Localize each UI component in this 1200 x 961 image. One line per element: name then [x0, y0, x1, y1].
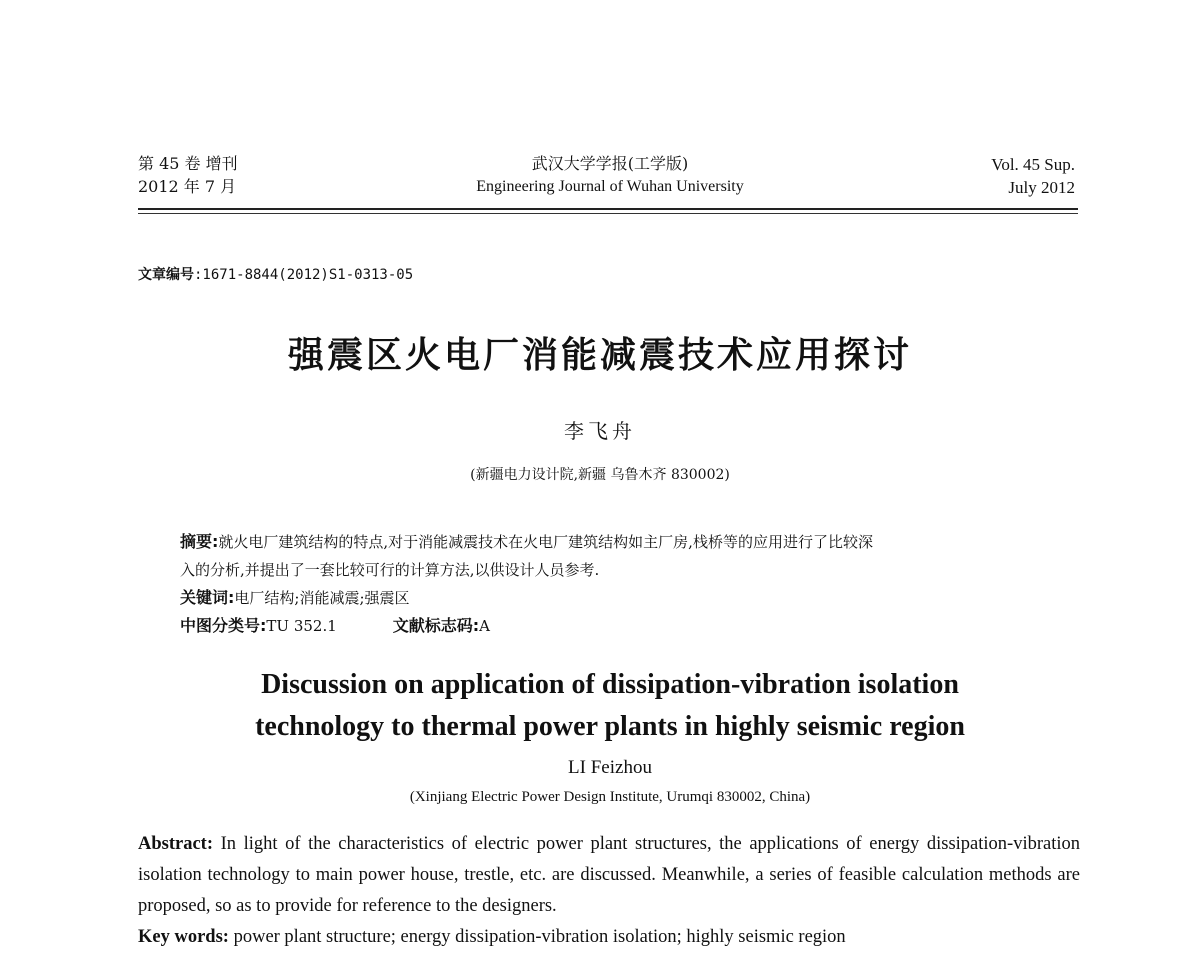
paper-title-cn: 强震区火电厂消能减震技术应用探讨 [287, 335, 912, 376]
paper-title-en-line-2: technology to thermal power plants in highly seismic region [255, 711, 965, 742]
affiliation-cn: (新疆电力设计院,新疆 乌鲁木齐 830002) [470, 467, 730, 483]
article-number [138, 264, 413, 284]
journal-issue-en [900, 153, 1075, 199]
clc-value: TU 352.1 [266, 617, 337, 635]
keywords-en [138, 922, 1080, 953]
date-cn: 2012 年 7 月 [138, 177, 237, 196]
journal-name-en: Engineering Journal of Wuhan University [476, 178, 744, 195]
keywords-cn [180, 584, 1060, 612]
volume-en: Vol. 45 Sup. [991, 155, 1075, 174]
classification-cn [180, 612, 1060, 640]
abstract-cn-text-2: 入的分析,并提出了一套比较可行的计算方法,以供设计人员参考. [180, 561, 600, 579]
journal-name [300, 152, 920, 198]
journal-issue-cn [138, 152, 238, 198]
abstract-cn-line-1 [180, 528, 1060, 556]
paper-title-en-line-1: Discussion on application of dissipation-vibration isolation [261, 669, 959, 700]
article-number-label: 文章编号 [138, 267, 194, 283]
affiliation-en: (Xinjiang Electric Power Design Institute, Urumqi 830002, China) [409, 789, 811, 805]
doc-code-label: 文献标志码: [392, 616, 480, 635]
clc-label: 中图分类号: [180, 616, 267, 635]
keywords-cn-label: 关键词: [180, 588, 235, 607]
abstract-cn [180, 528, 1060, 640]
abstract-cn-text-1: 就火电厂建筑结构的特点,对于消能减震技术在火电厂建筑结构如主厂房,栈桥等的应用进行了比较深 [218, 533, 873, 551]
journal-name-cn: 武汉大学学报(工学版) [531, 154, 689, 173]
volume-cn: 第 45 卷 增刊 [138, 154, 238, 173]
abstract-en-text: In light of the characteristics of electric power plant structures, the applications of energy dissipation-vibration isolation technology to main power house, trestle, etc. are discussed. Meanwhile, a series of feasible calculation methods are proposed, so as to provide for reference to the designers. [138, 834, 1080, 916]
author-en: LI Feizhou [568, 757, 652, 778]
article-number-value: :1671-8844(2012)S1-0313-05 [194, 267, 414, 283]
abstract-en-paragraph [138, 829, 1080, 922]
keywords-cn-value: 电厂结构;消能减震;强震区 [234, 589, 410, 607]
abstract-cn-label: 摘要: [180, 532, 219, 551]
author-cn: 李飞舟 [564, 419, 636, 443]
abstract-en [138, 829, 1080, 953]
header-rule-bottom [138, 213, 1078, 214]
keywords-en-label: Key words: [138, 927, 229, 947]
doc-code-value: A [479, 617, 491, 635]
keywords-en-value: power plant structure; energy dissipation-vibration isolation; highly seismic region [228, 927, 846, 947]
abstract-en-label: Abstract: [138, 834, 214, 854]
date-en: July 2012 [1008, 178, 1075, 197]
paper-title-en [150, 664, 1070, 748]
header-rule-top [138, 208, 1078, 210]
